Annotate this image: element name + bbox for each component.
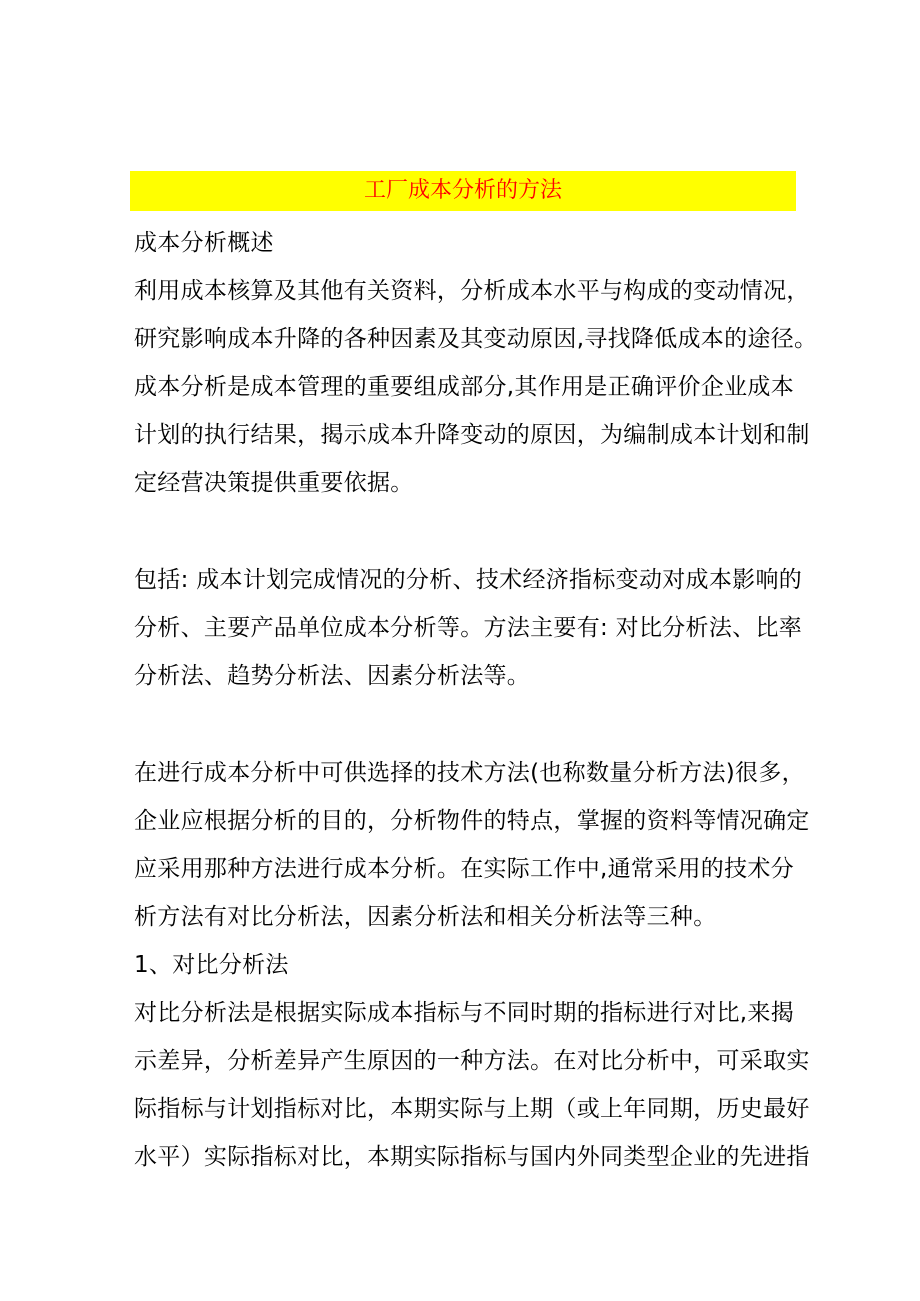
paragraph-line: 定经营决策提供重要依据。 [134,470,414,496]
paragraph-line: 研究影响成本升降的各种因素及其变动原因,寻找降低成本的途径。 [134,326,818,352]
section-heading-overview: 成本分析概述 [134,230,274,256]
paragraph-line: 析方法有对比分析法，因素分析法和相关分析法等三种。 [134,904,717,930]
paragraph-line: 水平）实际指标对比，本期实际指标与国内外同类型企业的先进指 [134,1144,810,1170]
paragraph-line: 应采用那种方法进行成本分析。在实际工作中,通常采用的技术分 [134,856,795,882]
paragraph-line: 分析、主要产品单位成本分析等。方法主要有: 对比分析法、比率 [134,615,803,641]
paragraph-line: 企业应根据分析的目的，分析物件的特点，掌握的资料等情况确定 [134,808,810,834]
paragraph-line: 对比分析法是根据实际成本指标与不同时期的指标进行对比,来揭 [134,1000,795,1026]
paragraph-line: 分析法、趋势分析法、因素分析法等。 [134,663,531,689]
paragraph-line: 际指标与计划指标对比，本期实际与上期（或上年同期，历史最好 [134,1096,810,1122]
paragraph-line: 计划的执行结果，揭示成本升降变动的原因，为编制成本计划和制 [134,422,810,448]
paragraph-line: 成本分析是成本管理的重要组成部分,其作用是正确评价企业成本 [134,374,795,400]
section-heading-comparison: 1、对比分析法 [134,952,289,978]
document-title: 工厂成本分析的方法 [363,178,562,203]
paragraph-line: 在进行成本分析中可供选择的技术方法(也称数量分析方法)很多， [134,760,805,786]
paragraph-line: 示差异，分析差异产生原因的一种方法。在对比分析中，可采取实 [134,1048,810,1074]
paragraph-line: 利用成本核算及其他有关资料，分析成本水平与构成的变动情况， [134,278,810,304]
title-banner [130,171,796,211]
paragraph-line: 包括: 成本计划完成情况的分析、技术经济指标变动对成本影响的 [134,567,803,593]
